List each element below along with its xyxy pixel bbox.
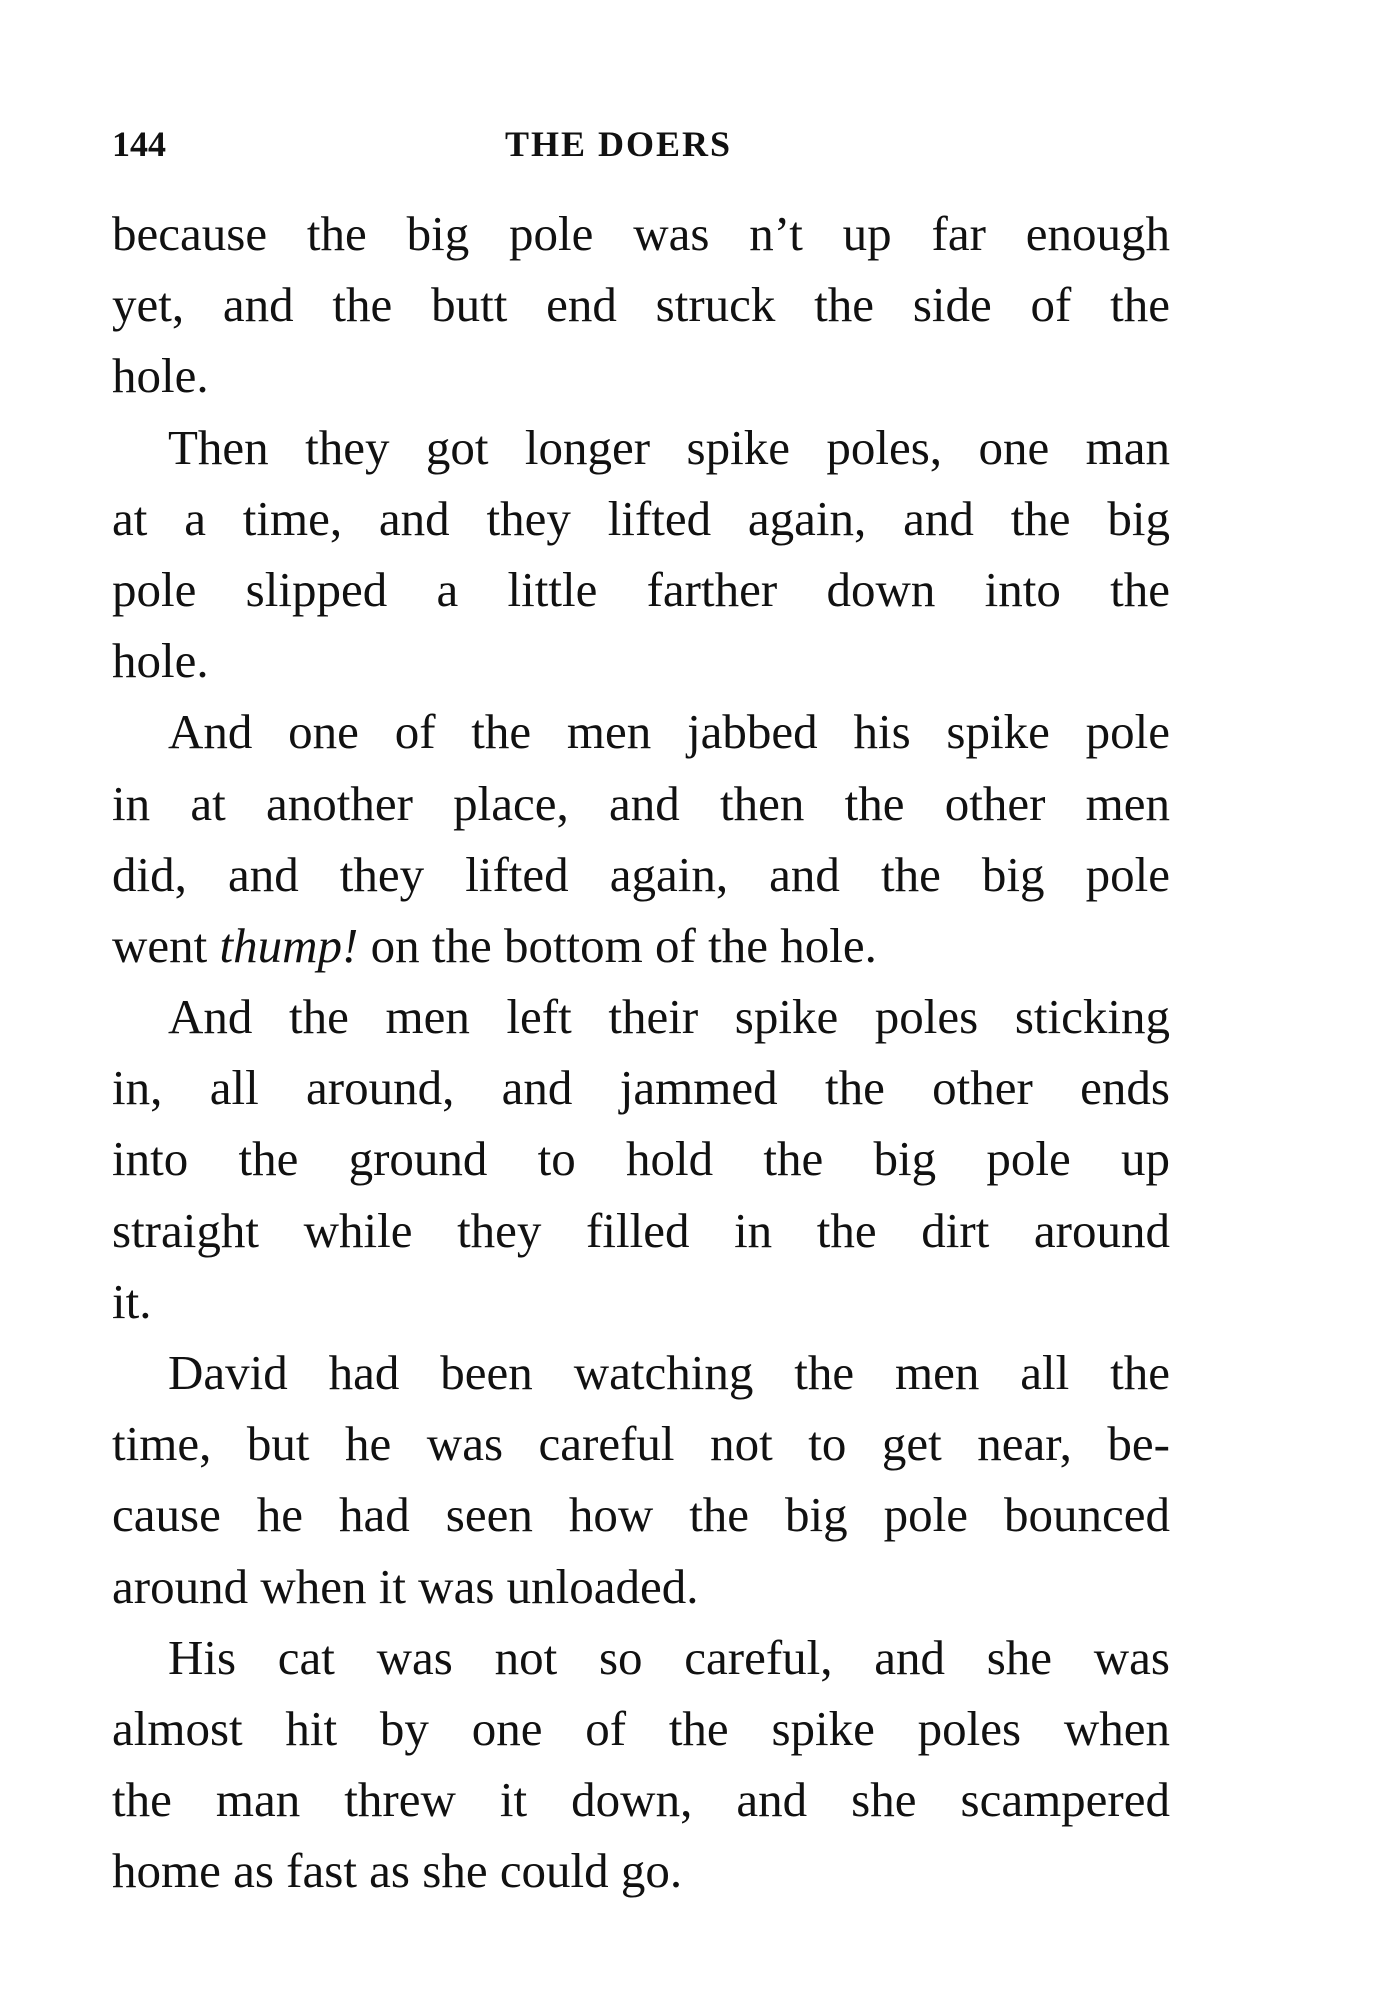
text-line: at a time, and they lifted again, and the big (112, 490, 1170, 546)
text-line: hole. (112, 348, 209, 404)
text-line: yet, and the butt end struck the side of the (112, 277, 1170, 333)
text-line: Then they got longer spike poles, one man (168, 419, 1170, 475)
paragraph (112, 1337, 1170, 1622)
body-text (112, 198, 1170, 1907)
text-line: David had been watching the men all the (168, 1345, 1170, 1400)
paragraph (112, 1622, 1170, 1907)
paragraph (112, 981, 1170, 1337)
paragraph (112, 412, 1170, 697)
running-head (112, 118, 1168, 170)
text-line: into the ground to hold the big pole up (112, 1131, 1170, 1187)
text-line: And the men left their spike poles sticking (168, 989, 1170, 1045)
text-fragment: went (112, 917, 220, 973)
text-line: in at another place, and then the other men (112, 775, 1170, 831)
page-number: 144 (112, 124, 166, 164)
text-line: around when it was unloaded. (112, 1558, 699, 1614)
book-title: THE DOERS (505, 124, 733, 164)
text-line: almost hit by one of the spike poles when (112, 1700, 1170, 1756)
text-line (112, 910, 1170, 981)
text-line: straight while they filled in the dirt around (112, 1202, 1170, 1258)
text-line: in, all around, and jammed the other ends (112, 1060, 1170, 1116)
text-line: His cat was not so careful, and she was (168, 1629, 1170, 1685)
emphasized-word: thump! (219, 917, 359, 973)
text-line: the man threw it down, and she scampered (112, 1772, 1170, 1828)
text-line: because the big pole was n’t up far enough (112, 206, 1170, 261)
paragraph (112, 198, 1170, 412)
text-line: hole. (112, 633, 209, 689)
text-line: home as fast as she could go. (112, 1843, 683, 1899)
paragraph (112, 696, 1170, 981)
text-line: pole slipped a little farther down into the (112, 561, 1170, 617)
text-fragment: on the bottom of the hole. (358, 917, 877, 973)
text-line: did, and they lifted again, and the big pole (112, 846, 1170, 902)
text-line: it. (112, 1273, 152, 1329)
text-line: time, but he was careful not to get near, be- (112, 1416, 1170, 1472)
text-line: And one of the men jabbed his spike pole (168, 704, 1170, 760)
text-line: cause he had seen how the big pole bounced (112, 1487, 1170, 1543)
